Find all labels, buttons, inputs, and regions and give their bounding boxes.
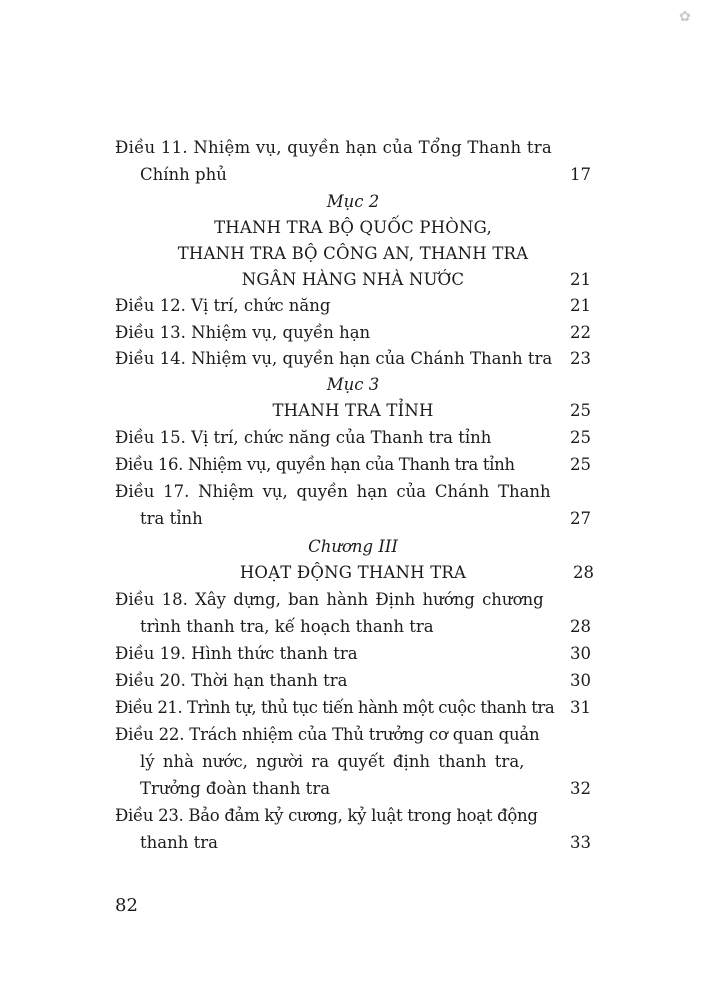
page-number: 32 [570,779,591,798]
section-title: THANH TRA TỈNH [272,401,434,420]
entry-text: Điều 23. Bảo đảm kỷ cương, kỷ luật trong hoạt động [115,806,538,825]
entry-text: Điều 14. Nhiệm vụ, quyền hạn của Chánh Thanh tra [115,349,553,368]
page-number: 21 [570,296,591,315]
entry-text: Điều 16. Nhiệm vụ, quyền hạn của Thanh tra tỉnh [115,455,515,474]
section-title: THANH TRA BỘ CÔNG AN, THANH TRA [177,244,529,263]
page-number: 28 [573,563,594,582]
toc-entry-dieu-11-cont [115,161,591,188]
toc-entry-dieu-22-cont-2 [115,775,591,802]
toc-entry-dieu-16 [115,451,591,478]
entry-text: thanh tra [140,833,218,852]
section-title-line-3 [115,266,591,293]
entry-text: Điều 12. Vị trí, chức năng [115,296,331,315]
page-number: 17 [570,165,591,184]
entry-text: Điều 11. Nhiệm vụ, quyền hạn của Tổng Thanh tra [115,138,552,157]
page-number: 30 [570,671,591,690]
page-number: 25 [570,401,591,420]
section-label-muc-3 [115,371,591,398]
entry-text: trình thanh tra, kế hoạch thanh tra [140,617,434,636]
entry-text: Điều 21. Trình tự, thủ tục tiến hành một cuộc thanh tra [115,698,555,717]
toc-entry-dieu-13 [115,319,591,346]
entry-text: Điều 20. Thời hạn thanh tra [115,671,348,690]
section-title-thanh-tra-tinh [115,397,591,424]
page-number: 31 [570,698,591,717]
toc-entry-dieu-20 [115,667,591,694]
chapter-label: Chương III [308,537,398,556]
toc-entry-dieu-22 [115,721,591,748]
toc-entry-dieu-23-cont [115,829,591,856]
page-number: 22 [570,323,591,342]
page-number: 23 [570,349,591,368]
toc-entry-dieu-23 [115,802,591,829]
entry-text: Điều 19. Hình thức thanh tra [115,644,358,663]
page-number: 27 [570,509,591,528]
toc-entry-dieu-12 [115,292,591,319]
section-title-line-2 [115,240,591,267]
folio-page-number: 82 [115,895,138,916]
section-label: Mục 3 [326,375,380,394]
page-number: 25 [570,455,591,474]
section-title: THANH TRA BỘ QUỐC PHÒNG, [214,218,492,237]
toc-entry-dieu-22-cont [115,748,591,775]
flower-icon: ✿ [679,9,691,25]
section-title: NGÂN HÀNG NHÀ NƯỚC [241,270,465,289]
entry-text: Chính phủ [140,165,227,184]
toc-entry-dieu-14 [115,345,591,372]
page-number: 28 [570,617,591,636]
entry-text: Điều 13. Nhiệm vụ, quyền hạn [115,323,371,342]
toc-entry-dieu-17-cont [115,505,591,532]
section-label: Mục 2 [326,192,380,211]
toc-entry-dieu-11 [115,134,591,161]
section-label-muc-2 [115,188,591,215]
page-number: 25 [570,428,591,447]
entry-text: Điều 15. Vị trí, chức năng của Thanh tra tỉnh [115,428,492,447]
toc-entry-dieu-17 [115,478,591,505]
toc-entry-dieu-19 [115,640,591,667]
page-number: 33 [570,833,591,852]
entry-text: tra tỉnh [140,509,203,528]
section-title-line-1 [115,214,591,241]
entry-text: Điều 22. Trách nhiệm của Thủ trưởng cơ quan quản [115,725,540,744]
toc-entry-dieu-21 [115,694,591,721]
chapter-label-chuong-3 [115,533,591,560]
chapter-title-hoat-dong-thanh-tra [115,559,594,586]
entry-text: lý nhà nước, người ra quyết định thanh tra, [140,752,525,771]
entry-text: Điều 18. Xây dựng, ban hành Định hướng chương [115,590,544,609]
chapter-title: HOẠT ĐỘNG THANH TRA [239,563,467,582]
toc-entry-dieu-15 [115,424,591,451]
page-number: 21 [570,270,591,289]
toc-entry-dieu-18-cont [115,613,591,640]
page-number: 30 [570,644,591,663]
entry-text: Điều 17. Nhiệm vụ, quyền hạn của Chánh Thanh [115,482,551,501]
entry-text: Trưởng đoàn thanh tra [140,779,331,798]
toc-entry-dieu-18 [115,586,591,613]
